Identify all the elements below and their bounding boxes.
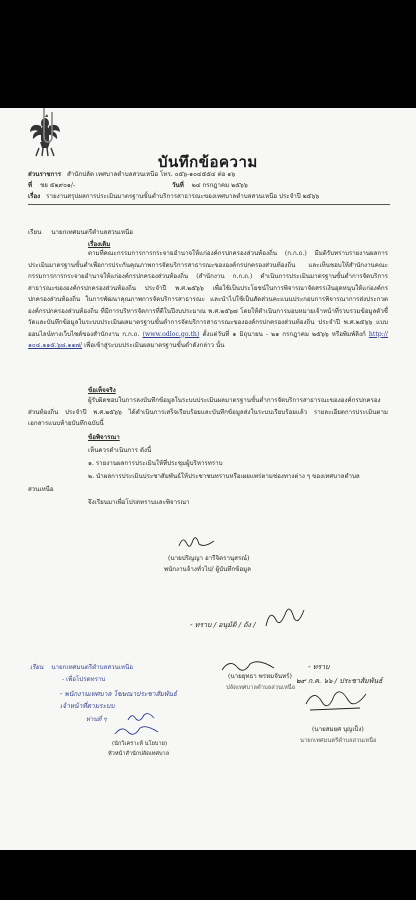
right-official-name: (นายสมยศ บุญเป็ง) bbox=[312, 726, 364, 733]
origin-site-link[interactable]: (www.odloc.go.th) bbox=[142, 330, 200, 338]
left-approval-row bbox=[30, 664, 133, 672]
left-approval-line4: เจ้าหน้าที่ตามระบบ bbox=[60, 702, 115, 710]
origin-end: เพื่อเข้าสู่ระบบประเมินผลมาตรฐานขั้นต่ำดังกล่าว นั้น bbox=[84, 342, 225, 349]
agency-label: ส่วนราชการ bbox=[28, 171, 62, 178]
fact-paragraph: ผู้รับผิดชอบในการลงบันทึกข้อมูลในระบบประเมินผลมาตรฐานขั้นต่ำการจัดบริการสาธารณะขององค์กรปกครองส่วนท้องถิ่น ประจำปี พ.ศ.๒๕๖๖ ได้ดำเนินการเสร็จเรียบร้อยและบันทึกข้อมูลส่งในระบบเรียบร้อยแล้ว รายละเอียดการประเมินตามเอกสารแนบท้ายบันทึกฉบับนี้ bbox=[28, 397, 388, 427]
date-value: ๒๔ กรกฎาคม ๒๕๖๖ bbox=[191, 182, 248, 189]
left-approval-line2: - เพื่อโปรดทราบ bbox=[62, 676, 106, 683]
memo-document bbox=[0, 108, 416, 850]
memo-heading: บันทึกข้อความ bbox=[158, 153, 258, 171]
subject-value: รายงานสรุปผลการประเมินมาตรฐานขั้นต่ำบริการสาธารณะของเทศบาลตำบลสวนเหนือ ประจำปี ๒๕๖๖ bbox=[46, 193, 320, 200]
date-label: วันที่ bbox=[172, 182, 184, 189]
closing-line: จึงเรียนมาเพื่อโปรดทราบและพิจารณา bbox=[88, 499, 190, 506]
fact-heading: ข้อเท็จจริง bbox=[88, 387, 116, 394]
consider-item-1: ๑. รายงานผลการประเมินให้ที่ประชุมผู้บริหารทราบ bbox=[88, 460, 223, 467]
right-official-signature-icon bbox=[300, 684, 370, 718]
ref-value: ชย ๕๒๙๐๑/- bbox=[40, 182, 76, 189]
subject-row bbox=[28, 193, 319, 201]
binder-clip-icon bbox=[40, 108, 56, 148]
right-note: - ทราบ bbox=[308, 663, 330, 671]
left-approval-line1: นายกเทศมนตรีตำบลสวนเหนือ bbox=[51, 664, 133, 671]
left-approval-label: เรียน bbox=[30, 664, 44, 671]
mid-official-position: ปลัดเทศบาลตำบลสวนเหนือ bbox=[226, 685, 296, 691]
consider-item-2-wrap: สวนเหนือ bbox=[28, 486, 54, 493]
handwritten-center-note: - ทราบ / อนุมัติ / ถัง / bbox=[190, 621, 256, 629]
origin-heading: เรื่องเดิม bbox=[88, 241, 111, 248]
recorder-name: (นายปริญญา อารีจิตรานุสรณ์) bbox=[168, 555, 250, 562]
agency-value: สำนักปลัด เทศบาลตำบลสวนเหนือ โทร. ๐๕๖-๑๐๔๕๕๔ ต่อ ๑๖ bbox=[67, 171, 236, 178]
origin-link[interactable]: http://๑๐๔.๑๑๕.๖๘.๑๑๗/ bbox=[28, 330, 389, 349]
left-approval-line3: - พนักงานเทศบาล โฆษณาประชาสัมพันธ์ bbox=[60, 690, 177, 698]
lower-left-position: หัวหน้าสำนักปลัดเทศบาล bbox=[108, 751, 170, 757]
to-row bbox=[28, 229, 133, 237]
consider-item-2: ๒. นำผลการประเมินประชาสัมพันธ์ให้ประชาชนทราบหรือเผยแพร่ตามช่องทางต่าง ๆ ของเทศบาลตำบล bbox=[88, 473, 360, 480]
mid-official-name: (นายยุทธา พรหมจันทร์) bbox=[228, 673, 292, 680]
origin-text: ตามที่คณะกรรมการการกระจายอำนาจให้แก่องค์กรปกครองส่วนท้องถิ่น (ก.ก.ถ.) มีมติรับทราบรายงานผลการประเมินมาตรฐานขั้นต่ำเพื่อการประกันคุณภาพการจัดบริการสาธารณะขององค์กรปกครองส่วนท้องถิ่น และเห็นชอบให้สำนักงานคณะกรรมการการกระจายอำนาจให้แก่องค์กรปกครองส่วนท้องถิ่น (สำนักงาน ก.ก.ถ.) ดำเนินการประเมินมาตรฐานขั้นต่ำการจัดบริการสาธารณะขององค์กรปกครองส่วนท้องถิ่น ประจำปี พ.ศ.๒๕๖๖ เพื่อใช้เป็นประโยชน์ในการพิจารณาจัดสรรเงินอุดหนุนให้แก่องค์กรปกครองส่วนท้องถิ่น ในการพัฒนาคุณภาพการจัดบริการสาธารณะ และนำไปใช้เป็นสัดส่วนคะแนนประกอบการพิจารณาการส่งประกวดองค์กรปกครองส่วนท้องถิ่น ที่มีการบริหารจัดการที่ดีในปีงบประมาณ พ.ศ.๒๕๖๗ โดยให้ดำเนินการมอบหมายเจ้าหน้าที่รวบรวมข้อมูลตัวชี้วัดและบันทึกข้อมูลในระบบประเมินผลมาตรฐานขั้นต่ำการจัดบริการสาธารณะขององค์กรปกครองส่วนท้องถิ่น ประจำปี พ.ศ.๒๕๖๖ แบบออนไลน์ทางเว็บไซต์ของสำนักงาน ก.ก.ถ. bbox=[28, 250, 388, 338]
center-initial-signature-icon bbox=[262, 602, 308, 632]
origin-tail: ตั้งแต่วันที่ ๑ มิถุนายน - ๒๑ กรกฎาคม ๒๕๖๖ หรือพิมพ์ลิงก์ bbox=[202, 330, 366, 338]
origin-paragraph bbox=[28, 248, 388, 352]
right-note-2: ๒๙ ก.ค. ๖๖ / ประชาสัมพันธ์ bbox=[296, 677, 383, 685]
subject-label: เรื่อง bbox=[28, 193, 41, 200]
consider-heading: ข้อพิจารณา bbox=[88, 434, 120, 441]
to-label: เรียน bbox=[28, 229, 42, 236]
lower-left-signature-icon bbox=[112, 722, 162, 740]
consider-intro: เห็นควรดำเนินการ ดังนี้ bbox=[88, 447, 152, 454]
ref-row bbox=[28, 182, 75, 190]
date-row bbox=[172, 182, 248, 190]
lower-left-name: (นักวิเคราะห์ นโยบาย) bbox=[112, 741, 168, 747]
header-divider bbox=[28, 204, 390, 205]
recorder-signature-icon bbox=[176, 532, 218, 552]
left-approval-initial: ท่านที่ ๆ bbox=[86, 716, 107, 723]
recorder-position: พนักงานจ้างทั่วไป/ ผู้บันทึกข้อมูล bbox=[164, 566, 251, 573]
to-value: นายกเทศมนตรีตำบลสวนเหนือ bbox=[51, 229, 133, 236]
ref-label: ที่ bbox=[28, 182, 33, 189]
agency-row bbox=[28, 171, 235, 179]
right-official-position: นายกเทศมนตรีตำบลสวนเหนือ bbox=[300, 738, 377, 744]
